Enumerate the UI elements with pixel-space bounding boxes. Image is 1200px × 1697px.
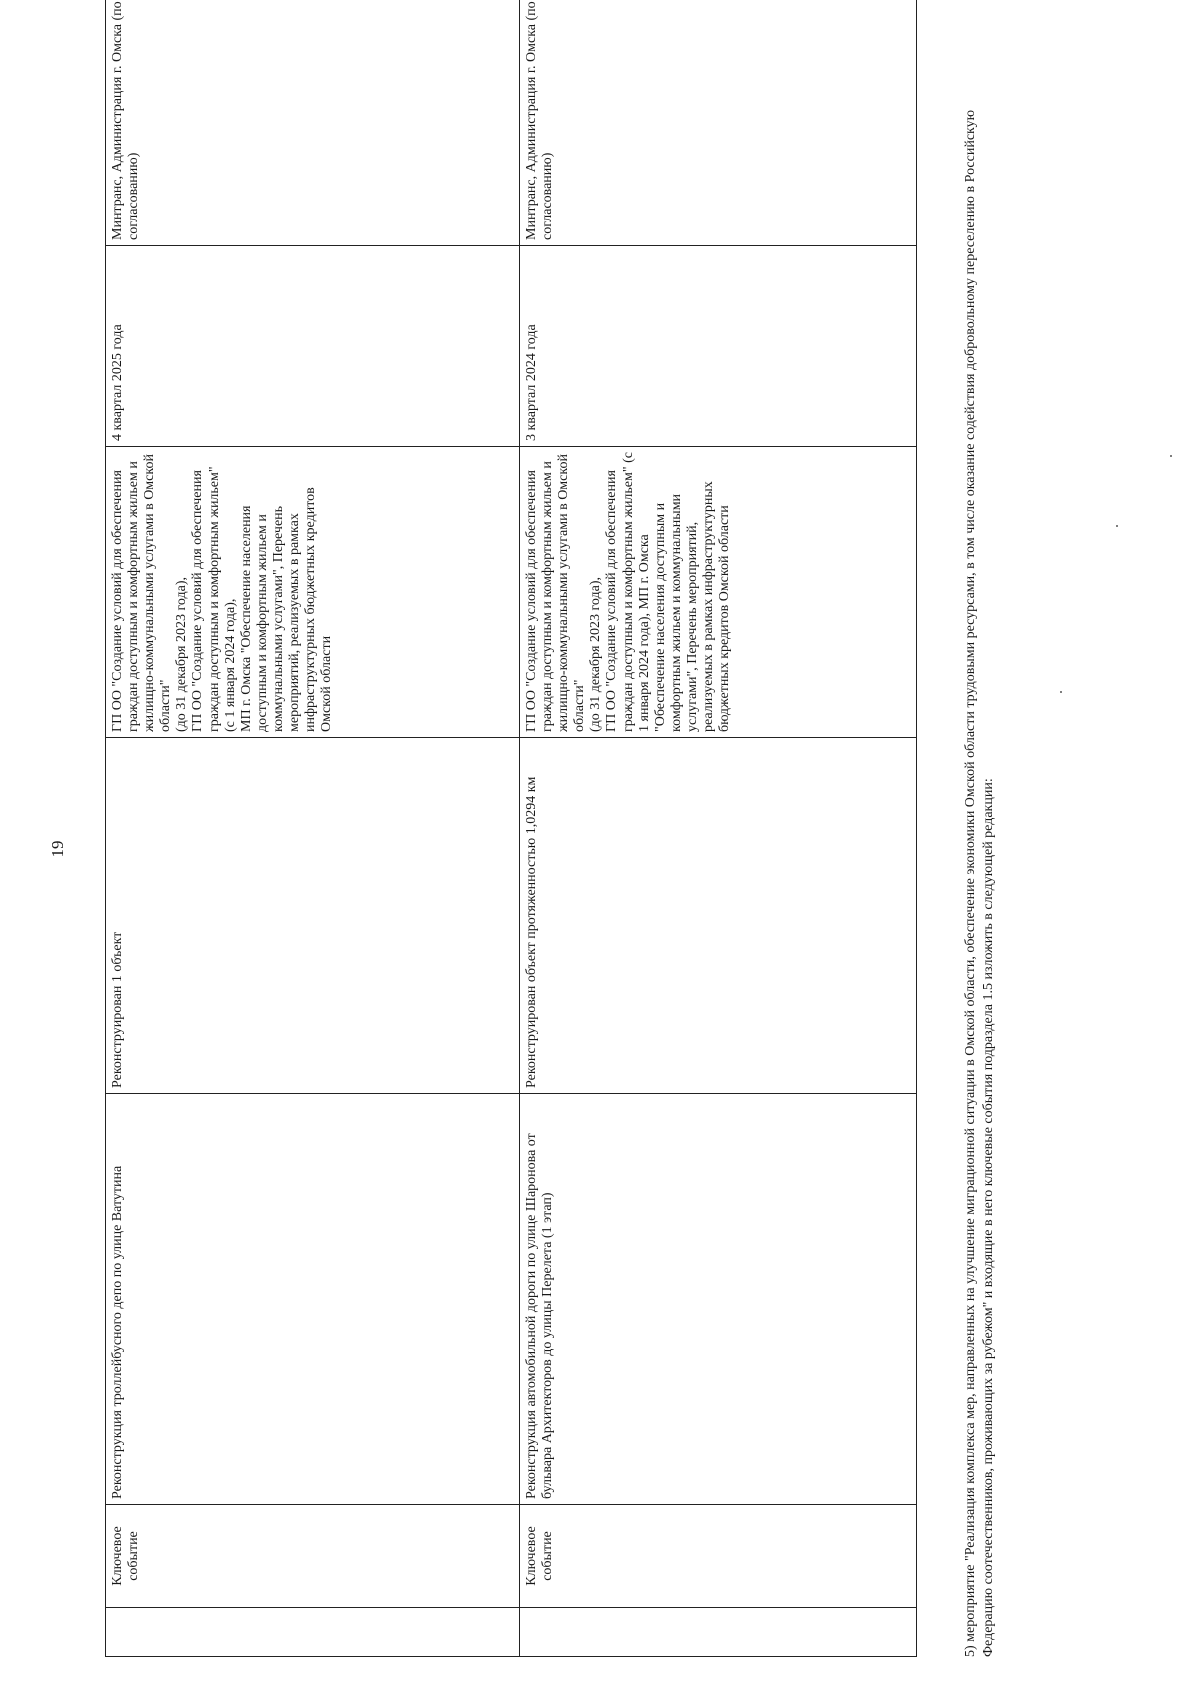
event-executors-cell: Минтранс, Администрация г. Омска (по согласованию) <box>520 0 917 246</box>
row-number-cell <box>520 1608 917 1657</box>
event-result-cell: Реконструирован объект протяженностью 1,0294 км <box>520 738 917 1094</box>
scan-speck <box>1170 455 1172 457</box>
document-line: (до 31 декабря 2023 года), <box>588 577 604 732</box>
table-row <box>520 0 917 1657</box>
document-line: ГП ОО "Создание условий для обеспечения граждан доступным и комфортным жильем" <box>190 466 222 732</box>
event-documents-cell <box>106 447 520 738</box>
page-number: 19 <box>48 840 67 858</box>
footnote-paragraph: 5) мероприятие "Реализация комплекса мер, направленных на улучшение миграционной ситуации в Омской области, обеспечение экономики Омской области трудовыми ресурсами, в том числе оказание содействия добровольному переселению в Российскую Федерацию соотечественников, проживающих за рубежом" и входящие в него ключевые события подраздела 1.5 изложить в следующей редакции: <box>963 109 996 1657</box>
document-line: ГП ОО "Создание условий для обеспечения граждан доступным и комфортным жильем и жилищно-коммунальными услугами в Омской области" <box>524 454 588 732</box>
document-line: (с 1 января 2024 года), <box>222 598 238 732</box>
event-name-cell: Реконструкция автомобильной дороги по улице Шаронова от бульвара Архитекторов до улицы Перелета (1 этап) <box>520 1094 917 1505</box>
event-result-cell: Реконструирован 1 объект <box>106 738 520 1094</box>
document-line: (до 31 декабря 2023 года), <box>174 577 190 732</box>
event-type-cell: Ключевое событие <box>106 1505 520 1608</box>
event-name-cell: Реконструкция троллейбусного депо по улице Ватутина <box>106 1094 520 1505</box>
row-number-cell <box>106 1608 520 1657</box>
scan-speck <box>1116 525 1118 527</box>
event-deadline-cell: 3 квартал 2024 года <box>520 246 917 447</box>
event-type-cell: Ключевое событие <box>520 1505 917 1608</box>
document-line: ГП ОО "Создание условий для обеспечения граждан доступным и комфортным жильем и жилищно-коммунальными услугами в Омской области" <box>110 454 174 732</box>
table-row <box>106 0 520 1657</box>
event-executors-cell: Минтранс, Администрация г. Омска (по согласованию) <box>106 0 520 246</box>
document-line: МП г. Омска "Обеспечение населения доступным и комфортным жильем и коммунальными услугами", Перечень мероприятий, реализуемых в рамках инфраструктурных бюджетных кредитов Омской области <box>238 487 335 732</box>
event-documents-cell <box>520 447 917 738</box>
document-line: ГП ОО "Создание условий для обеспечения граждан доступным и комфортным жильем" (с 1 января 2024 года), МП г. Омска "Обеспечение населения доступным и комфортным жильем и коммунальными услугами", Перечень мероприятий, реализуемых в рамках инфраструктурных бюджетных кредитов Омской области <box>604 452 733 732</box>
event-deadline-cell: 4 квартал 2025 года <box>106 246 520 447</box>
scan-speck <box>1060 691 1062 693</box>
key-events-table <box>105 0 917 1657</box>
